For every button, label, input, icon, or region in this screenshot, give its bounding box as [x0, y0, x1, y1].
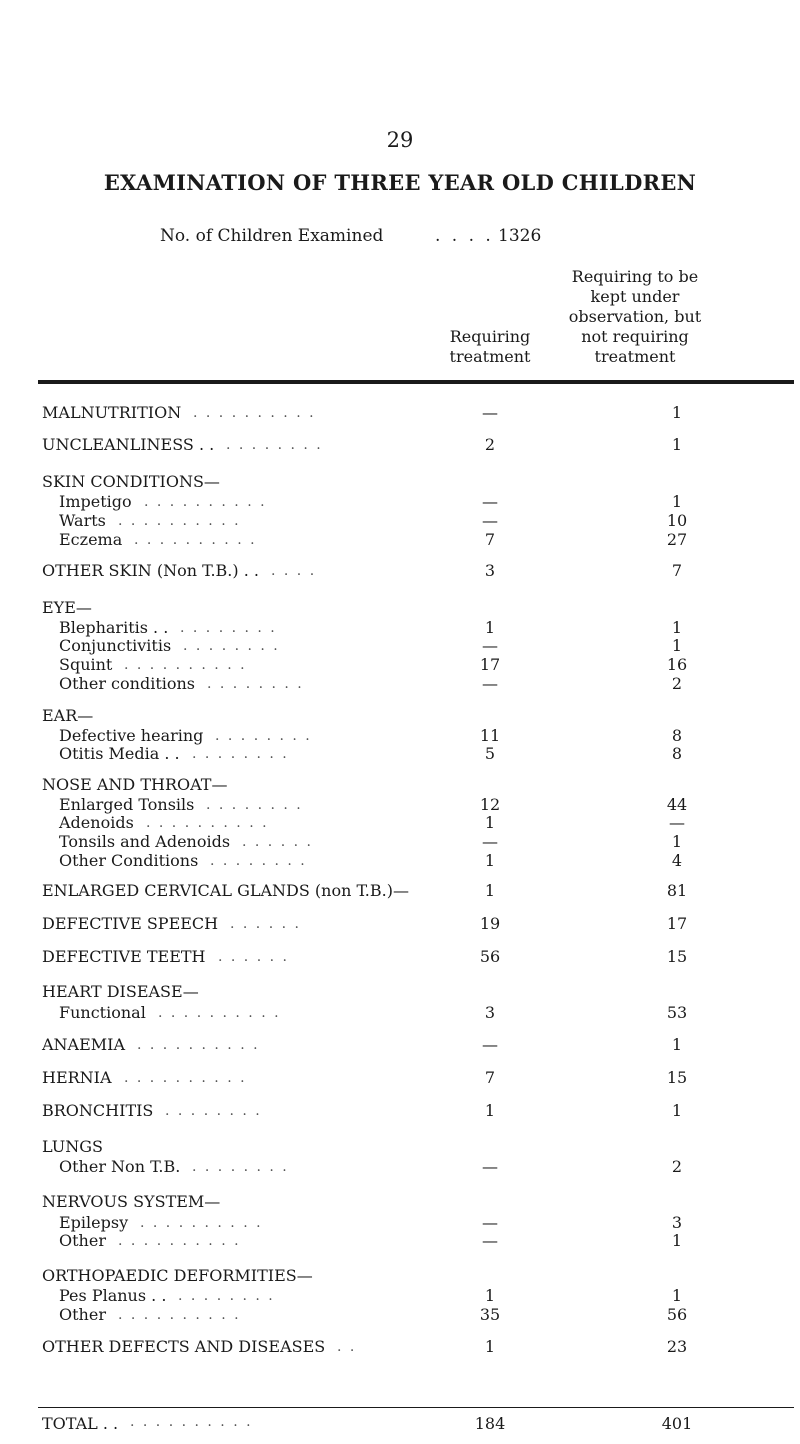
row-label: ORTHOPAEDIC DEFORMITIES—	[42, 1266, 313, 1285]
treatment-value: 12	[479, 795, 501, 814]
table-row	[0, 1035, 800, 1057]
row-label: Enlarged Tonsils	[59, 795, 195, 814]
treatment-value: 7	[484, 1068, 496, 1087]
observation-value: 1	[671, 636, 683, 655]
table-row	[0, 561, 800, 583]
row-label: Other	[59, 1231, 106, 1250]
treatment-value: 1	[484, 813, 496, 832]
leader-dots: . . . . . .	[242, 834, 313, 850]
observation-value: 1	[671, 618, 683, 637]
page-title: EXAMINATION OF THREE YEAR OLD CHILDREN	[103, 170, 697, 195]
table-row	[0, 1305, 800, 1327]
leader-dots: . . . . . . . .	[215, 728, 312, 744]
leader-dots: . . . . . . . . . .	[118, 513, 241, 529]
page-number: 29	[386, 128, 414, 152]
observation-value: 1	[671, 403, 683, 422]
treatment-value: 1	[484, 1101, 496, 1120]
row-label: EAR—	[42, 706, 94, 725]
row-label: HEART DISEASE—	[42, 982, 199, 1001]
table-row	[0, 598, 800, 620]
table-row	[0, 1266, 800, 1288]
observation-value: 8	[671, 744, 683, 763]
table-row	[0, 1231, 800, 1253]
observation-value: 2	[671, 1157, 683, 1176]
table-row	[0, 530, 800, 552]
row-label: MALNUTRITION	[42, 403, 182, 422]
header-rule	[38, 380, 794, 384]
table-row	[0, 1068, 800, 1090]
table-row	[0, 1192, 800, 1214]
leader-dots: . . . . . . . .	[183, 638, 280, 654]
leader-dots: . . . . . . . . . .	[140, 1215, 263, 1231]
leader-dots: . . . . . . . . . .	[124, 1070, 247, 1086]
table-row	[0, 881, 800, 903]
treatment-value: —	[482, 492, 498, 511]
row-label: HERNIA	[42, 1068, 112, 1087]
column-header-line: Requiring	[449, 327, 531, 346]
treatment-value: —	[482, 1231, 498, 1250]
treatment-value: 7	[484, 530, 496, 549]
leader-dots: . . . . . . . . . .	[158, 1005, 281, 1021]
leader-dots: . . . . . . . .	[226, 437, 323, 453]
children-examined-label: No. of Children Examined	[160, 226, 384, 246]
row-label: DEFECTIVE SPEECH	[42, 914, 219, 933]
column-header-line: observation, but	[568, 307, 702, 326]
leader-dots: . . . . . . . . . .	[130, 1414, 253, 1430]
leader-dots: . . . . . . . . . .	[144, 494, 267, 510]
row-label: Other Non T.B.	[59, 1157, 181, 1176]
observation-value: 2	[671, 674, 683, 693]
children-examined-value: 1326	[498, 226, 542, 246]
row-label: Pes Planus . .	[59, 1286, 167, 1305]
table-row	[0, 914, 800, 936]
table-row	[0, 1137, 800, 1159]
treatment-value: —	[482, 636, 498, 655]
row-label: BRONCHITIS	[42, 1101, 154, 1120]
leader-dots: . . . . . . . . . .	[118, 1307, 241, 1323]
row-label: SKIN CONDITIONS—	[42, 472, 220, 491]
observation-value: 1	[671, 1286, 683, 1305]
row-label: Other conditions	[59, 674, 196, 693]
observation-value: 23	[666, 1337, 688, 1356]
column-header-line: Requiring to be	[571, 267, 699, 286]
table-row	[0, 403, 800, 425]
column-header-line: kept under	[590, 287, 680, 306]
row-label: Other Conditions	[59, 851, 199, 870]
treatment-value: —	[482, 1035, 498, 1054]
table-row	[0, 674, 800, 696]
leader-dots: . . . . . . . . . .	[137, 1037, 260, 1053]
row-label: UNCLEANLINESS . .	[42, 435, 215, 454]
leader-dots: . . . . . . . .	[192, 746, 289, 762]
row-label: Other	[59, 1305, 106, 1324]
table-row	[0, 1157, 800, 1179]
total-row	[0, 1412, 800, 1434]
row-label: Defective hearing	[59, 726, 204, 745]
leader-dots: . . . . . . . .	[180, 620, 277, 636]
table-row	[0, 947, 800, 969]
leader-dots: . . . .	[271, 563, 317, 579]
row-label: Blepharitis . .	[59, 618, 169, 637]
row-label: Epilepsy	[59, 1213, 129, 1232]
leader-dots: . . . . . . . . . .	[124, 657, 247, 673]
row-label: EYE—	[42, 598, 92, 617]
leader-dots: . . . . . . . . . .	[193, 405, 316, 421]
treatment-value: 35	[479, 1305, 501, 1324]
leader-dots: . . . . . . . .	[165, 1103, 262, 1119]
observation-value: 4	[671, 851, 683, 870]
table-row	[0, 851, 800, 873]
leader-dots: . . . .	[435, 226, 494, 246]
treatment-value: 56	[479, 947, 501, 966]
observation-value: 53	[666, 1003, 688, 1022]
treatment-value: 5	[484, 744, 496, 763]
row-label: NOSE AND THROAT—	[42, 775, 228, 794]
row-label: Tonsils and Adenoids	[59, 832, 231, 851]
observation-value: 56	[666, 1305, 688, 1324]
row-label: Adenoids	[59, 813, 134, 832]
treatment-value: 1	[484, 1286, 496, 1305]
observation-value: 17	[666, 914, 688, 933]
row-label: Eczema	[59, 530, 123, 549]
treatment-value: 1	[484, 881, 496, 900]
table-row	[0, 982, 800, 1004]
column-header-line: not requiring	[581, 327, 689, 346]
table-row	[0, 435, 800, 457]
leader-dots: . . . . . . . .	[192, 1159, 289, 1175]
table-row	[0, 775, 800, 797]
row-label: ENLARGED CERVICAL GLANDS (non T.B.)—	[42, 881, 409, 900]
treatment-value: —	[482, 511, 498, 530]
observation-value: 1	[671, 1101, 683, 1120]
row-label: ANAEMIA	[42, 1035, 126, 1054]
observation-value: 15	[666, 1068, 688, 1087]
table-row	[0, 1003, 800, 1025]
total-treatment: 184	[474, 1414, 506, 1433]
treatment-value: —	[482, 832, 498, 851]
treatment-value: —	[482, 1213, 498, 1232]
column-header-line: treatment	[594, 347, 676, 366]
treatment-value: 17	[479, 655, 501, 674]
row-label: Conjunctivitis	[59, 636, 172, 655]
total-label: TOTAL . .	[42, 1414, 119, 1433]
treatment-value: 11	[479, 726, 501, 745]
leader-dots: . . . . . . . .	[206, 797, 303, 813]
leader-dots: . . . . . . . .	[210, 853, 307, 869]
leader-dots: . . . . . .	[218, 949, 289, 965]
column-header-requiring-treatment	[430, 327, 550, 367]
table-row	[0, 1101, 800, 1123]
observation-value: 7	[671, 561, 683, 580]
observation-value: 1	[671, 435, 683, 454]
treatment-value: 1	[484, 618, 496, 637]
observation-value: 16	[666, 655, 688, 674]
treatment-value: 2	[484, 435, 496, 454]
row-label: OTHER SKIN (Non T.B.) . .	[42, 561, 259, 580]
observation-value: 15	[666, 947, 688, 966]
leader-dots: . .	[337, 1339, 357, 1355]
observation-value: 1	[671, 1035, 683, 1054]
row-label: Warts	[59, 511, 106, 530]
treatment-value: 1	[484, 1337, 496, 1356]
row-label: Functional	[59, 1003, 146, 1022]
table-row	[0, 744, 800, 766]
total-observation: 401	[661, 1414, 693, 1433]
table-row	[0, 706, 800, 728]
treatment-value: 19	[479, 914, 501, 933]
observation-value: 1	[671, 1231, 683, 1250]
table-row	[0, 472, 800, 494]
observation-value: 1	[671, 492, 683, 511]
leader-dots: . . . . . . . . . .	[118, 1233, 241, 1249]
row-label: OTHER DEFECTS AND DISEASES	[42, 1337, 326, 1356]
row-label: DEFECTIVE TEETH	[42, 947, 206, 966]
treatment-value: 3	[484, 1003, 496, 1022]
observation-value: 44	[666, 795, 688, 814]
treatment-value: —	[482, 403, 498, 422]
leader-dots: . . . . . . . . . .	[146, 815, 269, 831]
leader-dots: . . . . . .	[230, 916, 301, 932]
column-header-line: treatment	[449, 347, 531, 366]
total-rule	[38, 1407, 794, 1408]
observation-value: 10	[666, 511, 688, 530]
row-label: Impetigo	[59, 492, 132, 511]
row-label: Otitis Media . .	[59, 744, 180, 763]
treatment-value: —	[482, 1157, 498, 1176]
leader-dots: . . . . . . . . . .	[134, 532, 257, 548]
treatment-value: —	[482, 674, 498, 693]
leader-dots: . . . . . . . .	[207, 676, 304, 692]
row-label: Squint	[59, 655, 113, 674]
observation-value: 8	[671, 726, 683, 745]
observation-value: 3	[671, 1213, 683, 1232]
observation-value: 81	[666, 881, 688, 900]
treatment-value: 1	[484, 851, 496, 870]
observation-value: 27	[666, 530, 688, 549]
observation-value: —	[669, 813, 685, 832]
leader-dots: . . . . . . . .	[178, 1288, 275, 1304]
table-row	[0, 1337, 800, 1359]
treatment-value: 3	[484, 561, 496, 580]
column-header-observation	[550, 267, 720, 367]
observation-value: 1	[671, 832, 683, 851]
row-label: NERVOUS SYSTEM—	[42, 1192, 221, 1211]
row-label: LUNGS	[42, 1137, 103, 1156]
